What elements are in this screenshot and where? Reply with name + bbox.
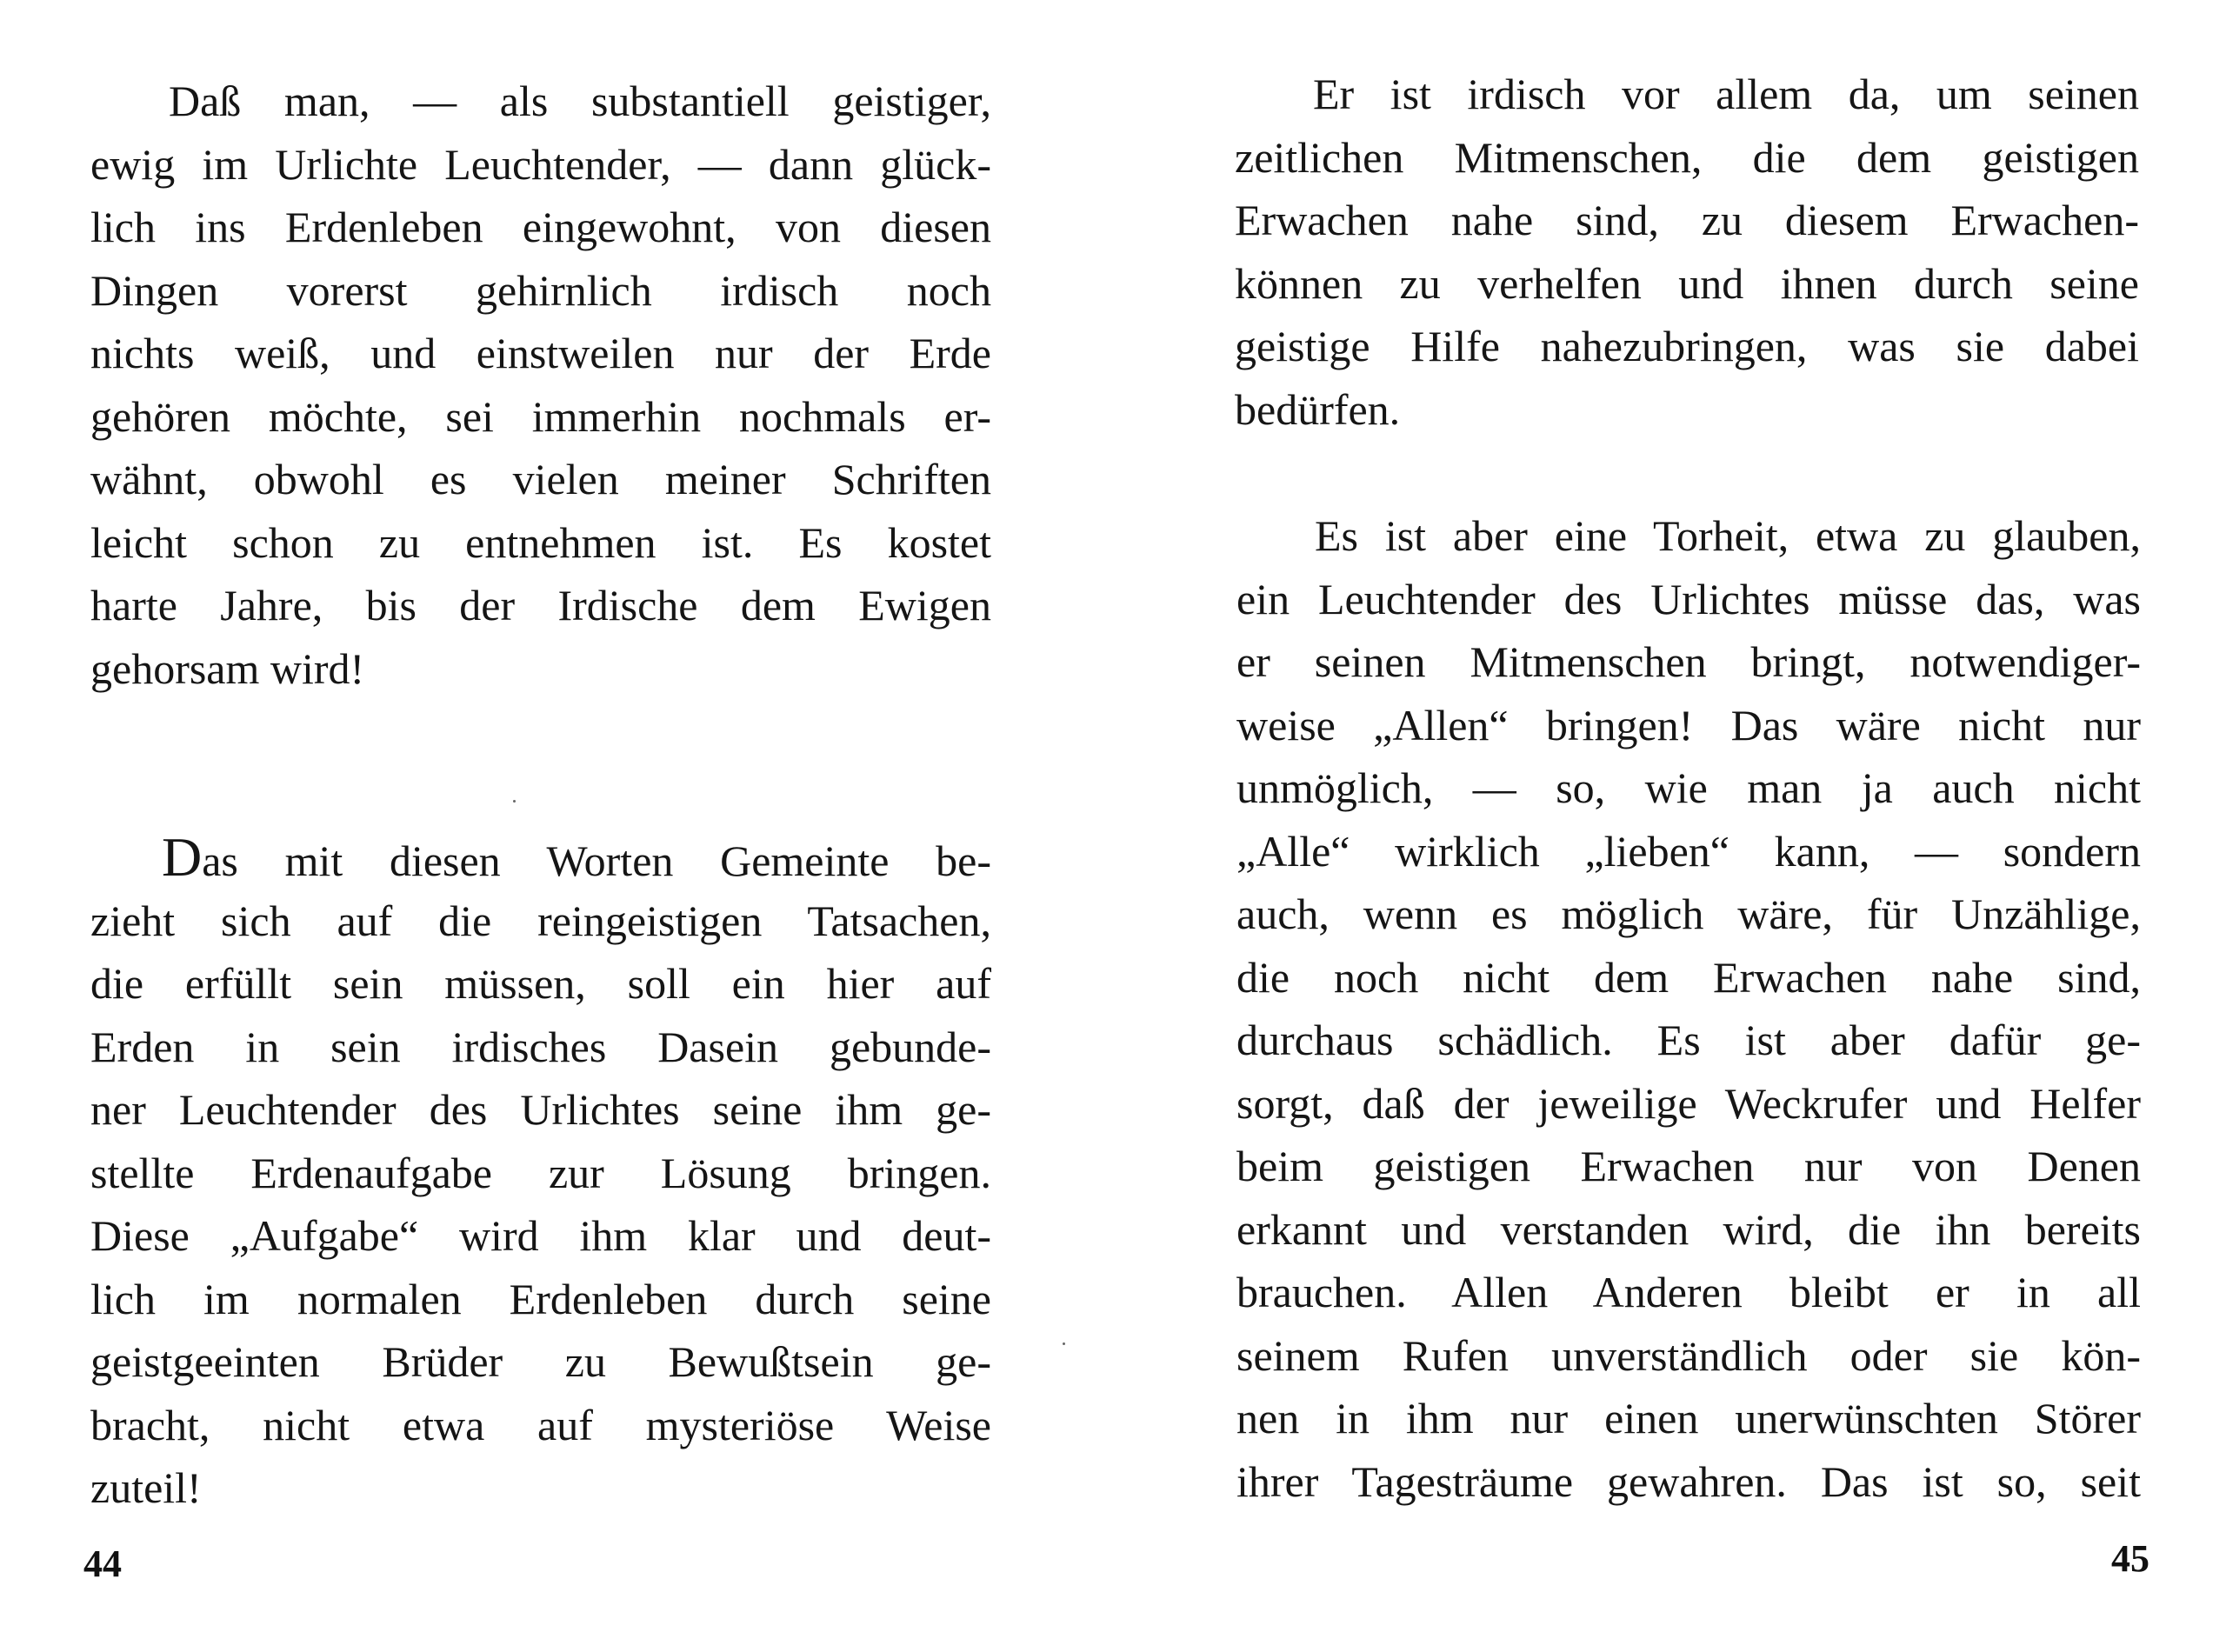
dropcap-line-text: as mit diesen Worten Gemeinte be- (202, 836, 991, 885)
text-line: er seinen Mitmenschen bringt, notwendiger- (1236, 637, 2141, 686)
right-page (1113, 0, 2226, 1652)
text-line: zeitlichen Mitmenschen, die dem geistigen (1235, 132, 2139, 182)
text-line: Er ist irdisch vor allem da, um seinen (1313, 70, 2139, 118)
text-line: lich im normalen Erdenleben durch seine (90, 1274, 991, 1323)
text-line: Dingen vorerst gehirnlich irdisch noch (90, 265, 991, 315)
text-line: stellte Erdenaufgabe zur Lösung bringen. (90, 1148, 991, 1197)
text-line: nichts weiß, und einstweilen nur der Erde (90, 329, 991, 377)
text-line: ihrer Tagesträume gewahren. Das ist so, seit (1236, 1456, 2141, 1506)
text-line: gehören möchte, sei immerhin nochmals er- (90, 391, 991, 441)
text-line: „Alle“ wirklich „lieben“ kann, — sondern (1236, 826, 2141, 876)
text-line: auch, wenn es möglich wäre, für Unzählige, (1236, 889, 2141, 938)
text-line: brauchen. Allen Anderen bleibt er in all (1236, 1268, 2141, 1316)
text-line: durchaus schädlich. Es ist aber dafür ge- (1236, 1016, 2141, 1064)
text-line: Erden in sein irdisches Dasein gebunde- (90, 1022, 991, 1071)
text-line: wähnt, obwohl es vielen meiner Schriften (90, 455, 991, 503)
speck-mark (1063, 1342, 1065, 1345)
text-line: bracht, nicht etwa auf mysteriöse Weise (90, 1400, 991, 1449)
text-line: Erwachen nahe sind, zu diesem Erwachen- (1235, 196, 2139, 244)
left-paragraph-1 (90, 70, 991, 700)
text-line: ewig im Urlichte Leuchtender, — dann glück- (90, 139, 991, 189)
text-line: leicht schon zu entnehmen ist. Es kostet (90, 517, 991, 567)
text-line: beim geistigen Erwachen nur von Denen (1236, 1142, 2141, 1190)
speck-mark (513, 800, 516, 803)
text-line (90, 826, 991, 889)
dropcap-letter: D (162, 826, 203, 888)
text-line: die erfüllt sein müssen, soll ein hier auf (90, 959, 991, 1008)
text-line: weise „Allen“ bringen! Das wäre nicht nur (1236, 700, 2141, 749)
right-paragraph-1 (1235, 63, 2139, 441)
page-number-left: 44 (83, 1542, 122, 1585)
text-line: geistgeeinten Brüder zu Bewußtsein ge- (90, 1337, 991, 1386)
text-line: Es ist aber eine Torheit, etwa zu glauben, (1315, 511, 2141, 560)
text-line: bedürfen. (1235, 384, 1401, 434)
text-line: nen in ihm nur einen unerwünschten Störer (1236, 1394, 2141, 1442)
text-line: zieht sich auf die reingeistigen Tatsachen, (90, 896, 991, 945)
text-line: geistige Hilfe nahezubringen, was sie dabei (1235, 322, 2139, 370)
text-line: erkannt und verstanden wird, die ihn bereits (1236, 1204, 2141, 1254)
text-line: ner Leuchtender des Urlichtes seine ihm ge- (90, 1085, 991, 1134)
right-paragraph-2 (1236, 504, 2141, 1513)
text-line: unmöglich, — so, wie man ja auch nicht (1236, 763, 2141, 812)
text-line: Diese „Aufgabe“ wird ihm klar und deut- (90, 1211, 991, 1260)
text-line: Daß man, — als substantiell geistiger, (169, 77, 991, 125)
text-line: lich ins Erdenleben eingewohnt, von diesen (90, 203, 991, 251)
text-line: harte Jahre, bis der Irdische dem Ewigen (90, 581, 991, 629)
text-line: sorgt, daß der jeweilige Weckrufer und Helfer (1236, 1078, 2141, 1128)
page-number-right: 45 (2111, 1537, 2149, 1580)
text-line: gehorsam wird! (90, 643, 365, 693)
text-line: die noch nicht dem Erwachen nahe sind, (1236, 952, 2141, 1002)
text-line: können zu verhelfen und ihnen durch seine (1235, 258, 2139, 308)
text-line: seinem Rufen unverständlich oder sie kön- (1236, 1330, 2141, 1380)
text-line: ein Leuchtender des Urlichtes müsse das, was (1236, 574, 2141, 623)
text-line: zuteil! (90, 1463, 202, 1512)
left-paragraph-2 (90, 826, 991, 1520)
